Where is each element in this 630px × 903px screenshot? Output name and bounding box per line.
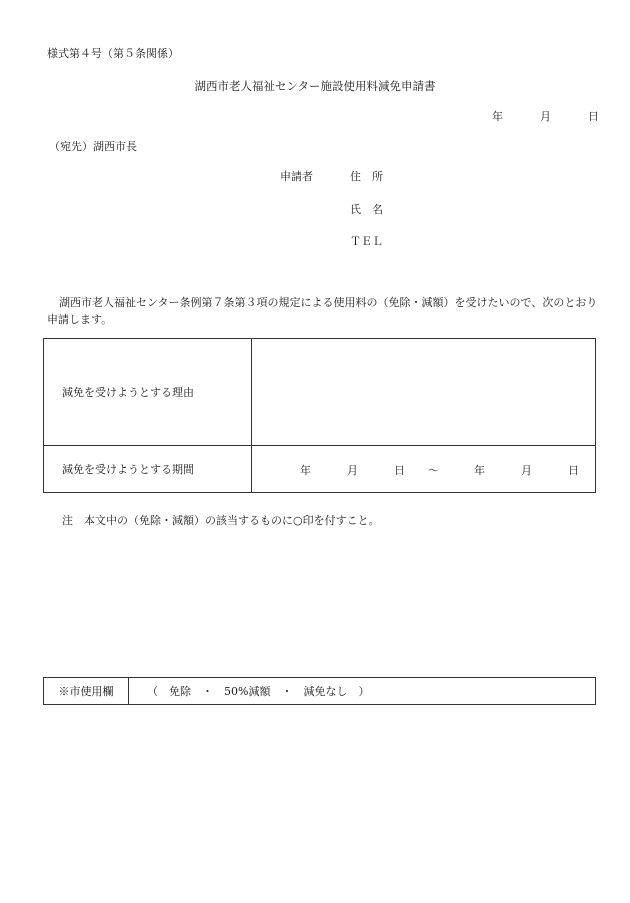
period-tilde: ～	[428, 464, 439, 477]
application-statement: 湖西市老人福祉センター条例第７条第３項の規定による使用料の（免除・減額）を受けたいので、次のとおり申請します。	[47, 296, 598, 326]
reason-field[interactable]	[252, 339, 596, 446]
period-field[interactable]	[252, 446, 596, 493]
addressee: （宛先）湖西市長	[49, 140, 137, 153]
applicant-tel-label: ＴＥＬ	[350, 235, 383, 248]
date-year-label: 年	[492, 110, 503, 123]
document-title: 湖西市老人福祉センター施設使用料減免申請書	[194, 79, 436, 93]
office-use-options[interactable]: （ 免除 ・ 50%減額 ・ 減免なし ）	[129, 678, 596, 705]
applicant-name-label: 氏 名	[350, 203, 383, 216]
period-end-year: 年	[474, 464, 485, 477]
period-end-month: 月	[521, 464, 532, 477]
applicant-address-label: 住 所	[350, 170, 383, 183]
date-month-label: 月	[540, 110, 551, 123]
reason-row	[44, 339, 596, 446]
period-start-year: 年	[300, 464, 311, 477]
office-use-table	[43, 677, 596, 705]
note-text: 注 本文中の（免除・減額）の該当するものに○印を付すこと。	[62, 514, 380, 527]
form-number-label: 様式第４号（第５条関係）	[47, 47, 179, 60]
office-use-label: ※市使用欄	[44, 678, 129, 705]
period-label: 減免を受けようとする期間	[44, 446, 252, 493]
office-use-row	[44, 678, 596, 705]
date-day-label: 日	[588, 110, 599, 123]
reason-label: 減免を受けようとする理由	[44, 339, 252, 446]
period-row	[44, 446, 596, 493]
application-table	[43, 338, 596, 493]
period-start-day: 日	[394, 464, 405, 477]
period-start-month: 月	[347, 464, 358, 477]
period-end-day: 日	[568, 464, 579, 477]
applicant-label: 申請者	[280, 170, 313, 183]
